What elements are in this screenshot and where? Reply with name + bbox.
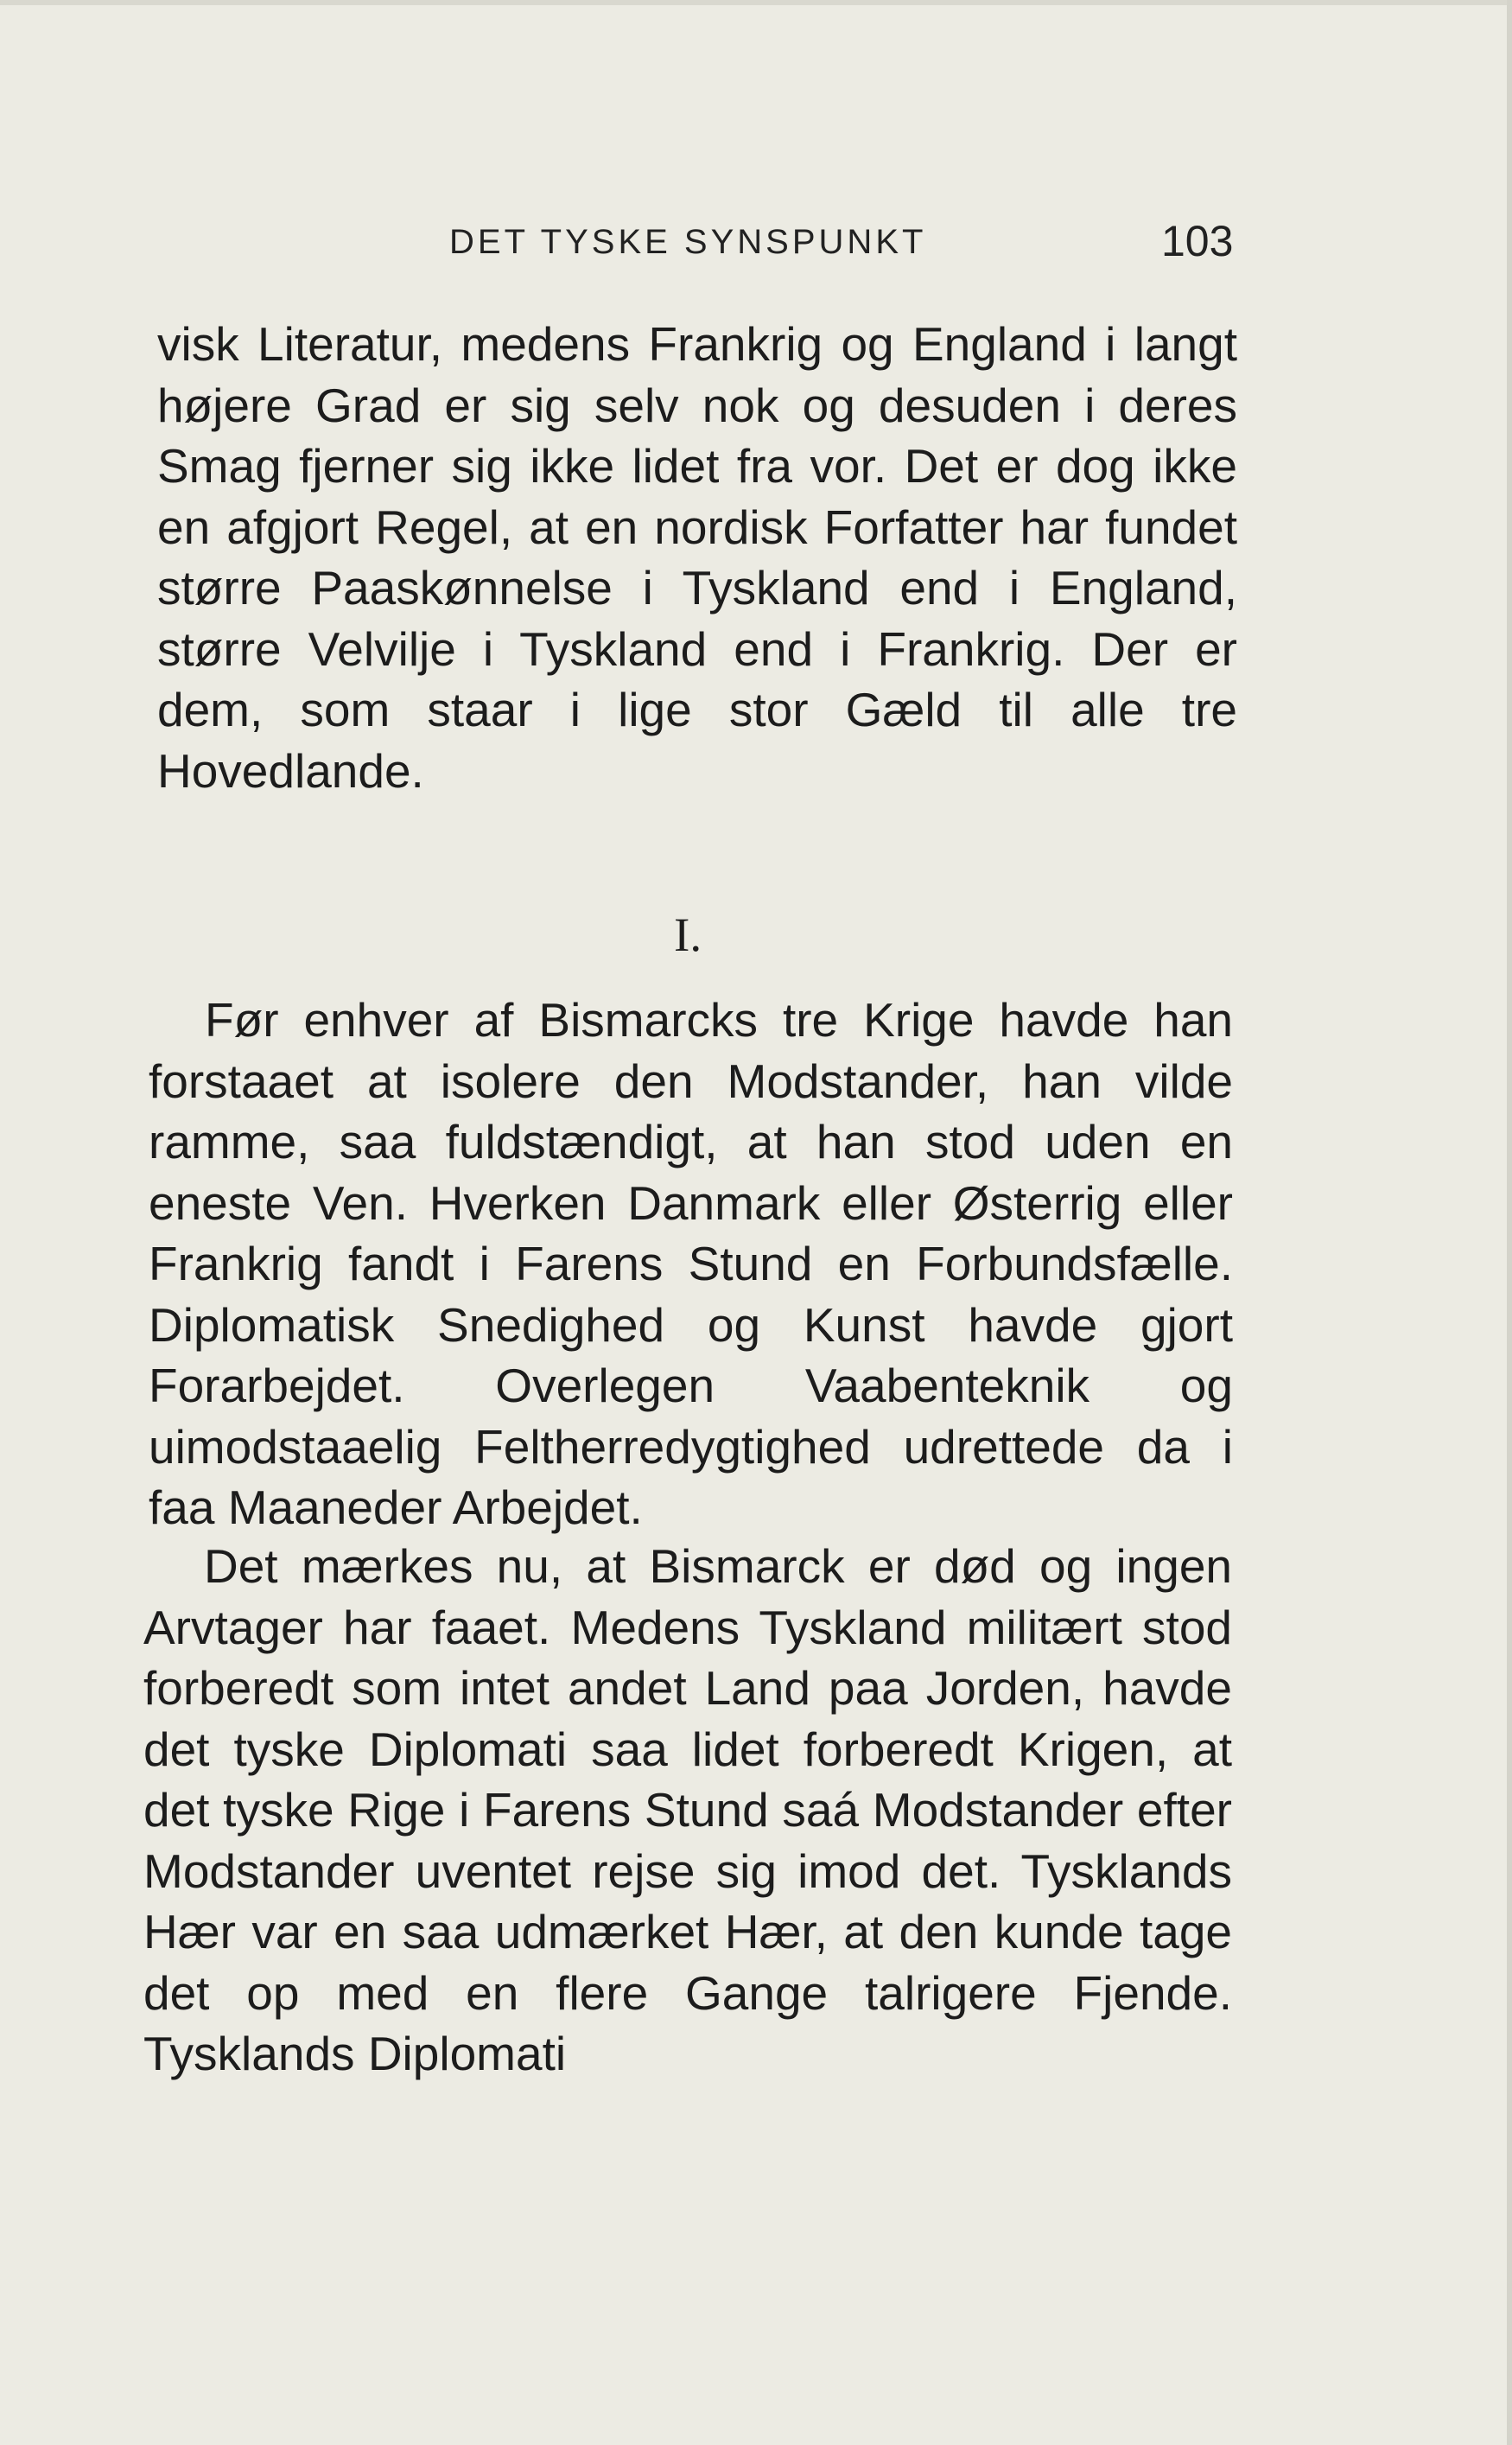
page-edge-right: [1507, 0, 1512, 2445]
first-paragraph: [149, 990, 1233, 1538]
paragraph-text: Før enhver af Bismarcks tre Krige havde han forstaaet at isolere den Modstander, han vilde ramme, saa fuldstændigt, at han stod uden en eneste Ven. Hverken Danmark eller Østerrig eller Frankrig fandt i Farens Stund en Forbundsfælle. Diplomatisk Snedighed og Kunst havde gjort Forarbejdet. Overlegen Vaabenteknik og uimodstaaelig Feltherredygtighed udrettede da i faa Maaneder Arbejdet.: [149, 993, 1233, 1534]
paragraph-text: Det mærkes nu, at Bismarck er død og ingen Arvtager har faaet. Medens Tyskland militært stod forberedt som intet andet Land paa Jorden, havde det tyske Diplomati saa lidet forberedt Krigen, at det tyske Rige i Farens Stund saá Modstander efter Modstander uventet rejse sig imod det. Tysklands Hær var en saa udmærket Hær, at den kunde tage det op med en flere Gange talrigere Fjende. Tysklands Diplomati: [143, 1539, 1232, 2080]
paragraph-text: visk Literatur, medens Frankrig og England i langt højere Grad er sig selv nok og desuden i deres Smag fjerner sig ikke lidet fra vor. Det er dog ikke en afgjort Regel, at en nordisk Forfatter har fundet større Paaskønnelse i Tyskland end i England, større Velvilje i Tyskland end i Frankrig. Der er dem, som staar i lige stor Gæld til alle tre Hovedlande.: [157, 317, 1237, 798]
running-title: DET TYSKE SYNSPUNKT: [449, 223, 927, 261]
continuation-paragraph: [157, 314, 1237, 801]
second-paragraph: [143, 1536, 1232, 2085]
section-heading: I.: [674, 908, 702, 961]
page-edge-top: [0, 0, 1512, 5]
page-number: 103: [1161, 217, 1234, 265]
